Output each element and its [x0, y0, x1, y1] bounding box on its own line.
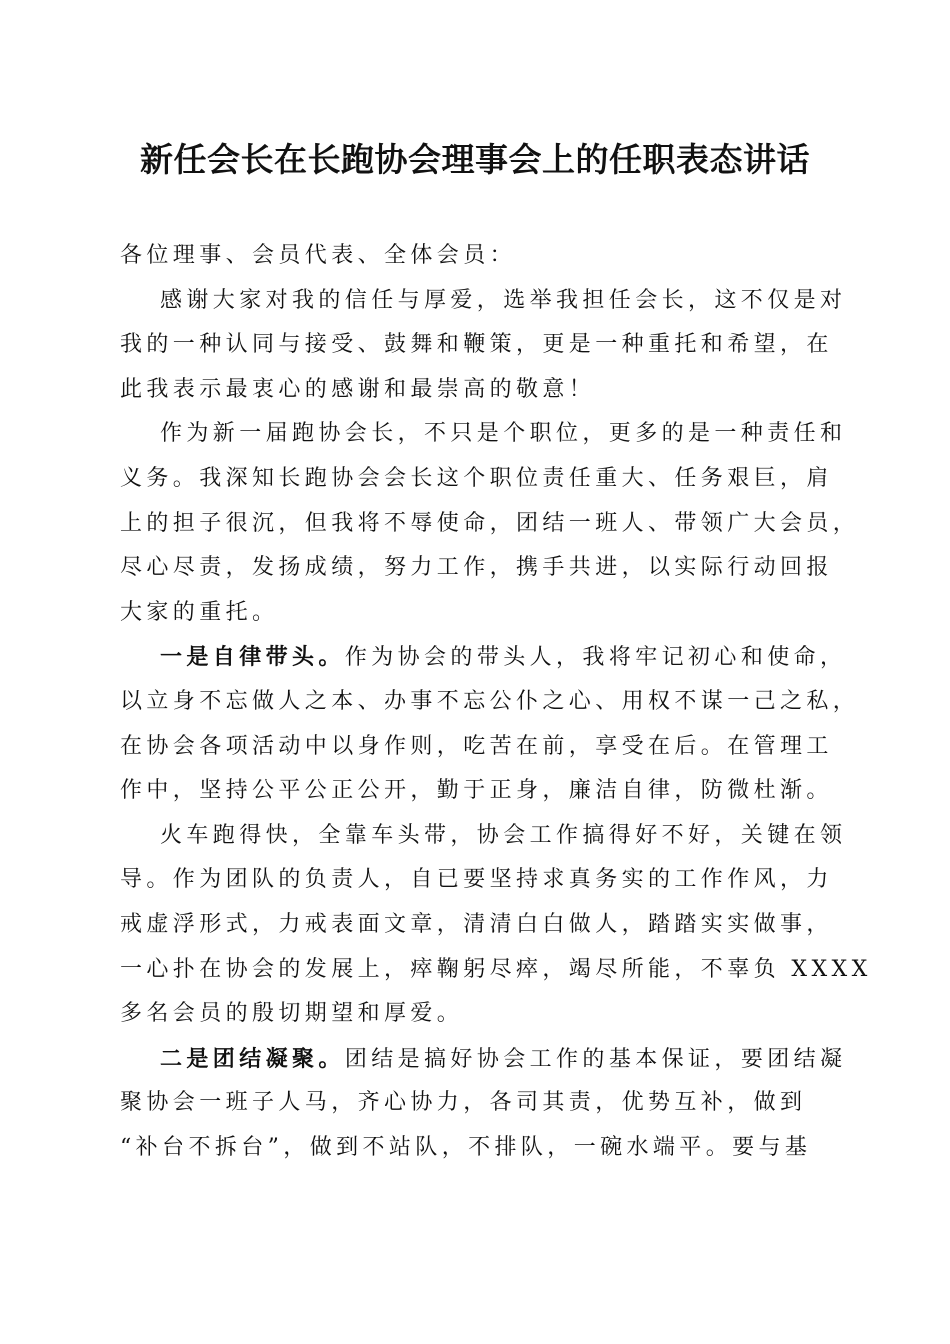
paragraph-line: 多名会员的殷切期望和厚爱。 [120, 1001, 464, 1027]
paragraph-text: 团结是搞好协会工作的基本保证，要团结凝 [344, 1046, 847, 1072]
paragraph-line: 尽心尽责，发扬成绩，努力工作，携手共进，以实际行动回报 [120, 555, 833, 581]
section-heading: 一是自律带头。 [160, 644, 345, 671]
salutation: 各位理事、会员代表、全体会员： [120, 243, 517, 268]
document-body [120, 234, 872, 1170]
paragraph-line: 戒虚浮形式，力戒表面文章，清清白白做人，踏踏实实做事， [120, 911, 833, 937]
paragraph-line: 义务。我深知长跑协会会长这个职位责任重大、任务艰巨，肩 [120, 465, 833, 491]
paragraph-line: 此我表示最衷心的感谢和最崇高的敬意！ [120, 376, 596, 402]
paragraph-line: 作为新一届跑协会长，不只是个职位，更多的是一种责任和 [160, 421, 847, 447]
section-heading: 二是团结凝聚。 [160, 1045, 345, 1072]
paragraph-line: 导。作为团队的负责人，自已要坚持求真务实的工作作风，力 [120, 867, 833, 893]
paragraph-line: 一心扑在协会的发展上，瘁鞠躬尽瘁，竭尽所能，不辜负 XXXX [120, 956, 872, 982]
paragraph-line: 聚协会一班子人马，齐心协力，各司其责，优势互补，做到 [120, 1090, 807, 1116]
paragraph-line: 火车跑得快，全靠车头带，协会工作搞得好不好，关键在领 [160, 822, 847, 848]
paragraph-line: 大家的重托。 [120, 599, 279, 625]
document-title: 新任会长在长跑协会理事会上的任职表态讲话 [140, 140, 810, 179]
paragraph-line: 上的担子很沉，但我将不辱使命，团结一班人、带领广大会员， [120, 510, 860, 536]
paragraph-line: “补台不拆台”，做到不站队，不排队，一碗水端平。要与基 [120, 1134, 812, 1160]
paragraph-line: 在协会各项活动中以身作则，吃苦在前，享受在后。在管理工 [120, 733, 833, 759]
paragraph-line [120, 1037, 847, 1082]
paragraph-line: 以立身不忘做人之本、办事不忘公仆之心、用权不谋一己之私， [120, 688, 860, 714]
paragraph-line: 作中，坚持公平公正公开，勤于正身，廉洁自律，防微杜渐。 [120, 778, 833, 804]
paragraph-text: 作为协会的带头人，我将牢记初心和使命， [344, 645, 847, 671]
paragraph-line: 感谢大家对我的信任与厚爱，选举我担任会长，这不仅是对 [160, 287, 847, 313]
paragraph-line: 我的一种认同与接受、鼓舞和鞭策，更是一种重托和希望，在 [120, 332, 833, 358]
paragraph-line [120, 635, 847, 680]
